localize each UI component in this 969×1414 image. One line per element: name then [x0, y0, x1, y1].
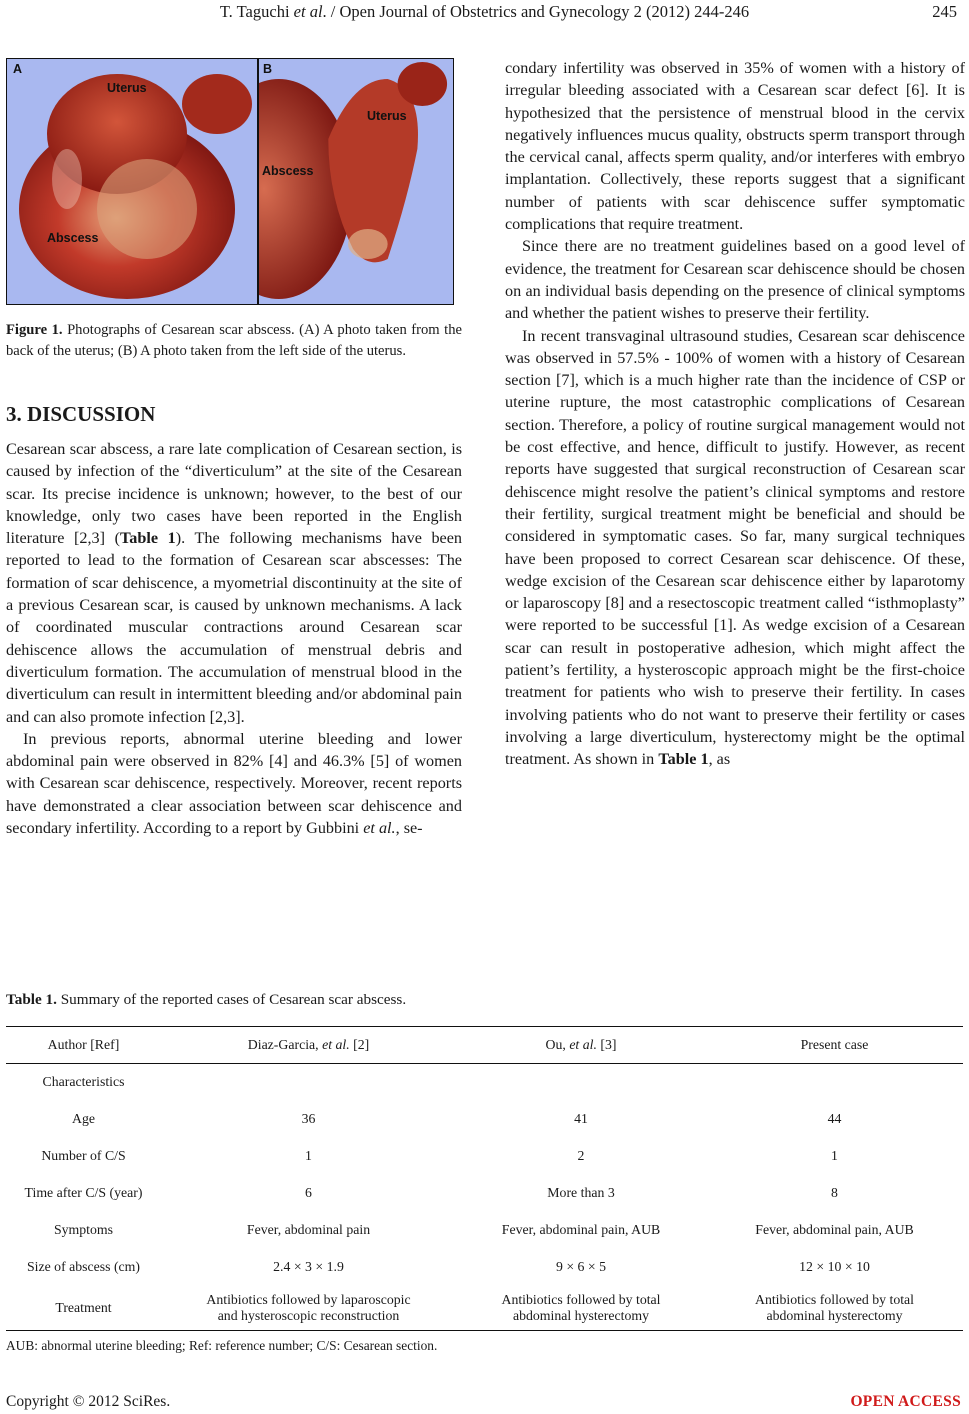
- table-header-rule: [6, 1063, 963, 1064]
- table-header-cell: Author [Ref]: [47, 1037, 120, 1052]
- table-caption: Table 1. Summary of the reported cases of Cesarean scar abscess.: [6, 991, 407, 1008]
- table-row: Age 36 41 44: [72, 1111, 842, 1126]
- panel-b-letter: B: [263, 62, 273, 76]
- table-row: Time after C/S (year) 6 More than 3 8: [24, 1185, 838, 1200]
- table-row: Symptoms Fever, abdominal pain Fever, abdominal pain, AUB Fever, abdominal pain, AUB: [53, 1222, 914, 1237]
- running-header: [0, 2, 969, 24]
- figure-panel-a: [7, 59, 259, 304]
- running-title: T. Taguchi et al. / Open Journal of Obstetrics and Gynecology 2 (2012) 244-246: [219, 2, 750, 21]
- panel-b-label-uterus: Uterus: [367, 109, 407, 123]
- uterus-photo-a: [7, 59, 257, 304]
- paragraph: In previous reports, abnormal uterine bleeding and lower abdominal pain were observed in 82% [4] and 46.3% [5] of women with Cesarean scar dehiscence, respectively. Moreover, recent reports have demonstrated a clear association between scar dehiscence and secondary infertility. According to a report by Gubbini et al., se-: [6, 729, 462, 838]
- table-row: Treatment Antibiotics followed by laparoscopic and hysteroscopic reconstruction Antibiotics followed by total abdominal hysterectomy Antibiotics followed by total abdominal hysterectomy: [55, 1292, 915, 1323]
- table-row: Number of C/S 1 2 1: [41, 1148, 838, 1163]
- paragraph: In recent transvaginal ultrasound studies, Cesarean scar dehiscence was observed in 57.5% - 100% of women with a history of Cesarean section [7], which is a much higher rate than the incidence of CSP or uterine rupture, the most catastrophic complications of Cesarean section. Therefore, a policy of routine surgical management would not be cost effective, and hence, difficult to justify. However, as recent reports have suggested that surgical reconstruction of Cesarean scar dehiscence might resolve the patient’s clinical symptoms and restore their fertility, surgical treatment might be beneficial and should be considered in symptomatic cases. So far, many surgical techniques have been proposed to correct Cesarean scar dehiscence. Of these, wedge excision of the Cesarean scar dehiscence either by laparotomy or laparoscopy [8] and a resectoscopic treatment called “isthmoplasty” were reported to be successful [1]. As wedge excision of a Cesarean scar can result in postoperative adhesion, which might affect the patient’s fertility, a hysteroscopic approach might be the first-choice treatment for patients who wish to preserve their fertility. In cases involving patients who do not want to preserve their fertility or cases involving a large diverticulum, hysterectomy might be the optimal treatment. As shown in Table 1, as: [505, 326, 965, 769]
- table-row: Size of abscess (cm) 2.4 × 3 × 1.9 9 × 6 × 5 12 × 10 × 10: [26, 1259, 870, 1274]
- table-header-cell: Ou, et al. [3]: [545, 1037, 617, 1052]
- table-header-cell: Diaz-Garcia, et al. [2]: [247, 1037, 370, 1052]
- copyright-notice: Copyright © 2012 SciRes.: [6, 1393, 171, 1410]
- open-access-badge: OPEN ACCESS: [850, 1393, 961, 1410]
- panel-a-label-uterus: Uterus: [107, 81, 147, 95]
- table-header-row: [6, 1035, 963, 1055]
- table-section-row: [6, 1072, 963, 1092]
- table-bottom-rule: [6, 1330, 963, 1331]
- figure-panel-b: [259, 59, 453, 304]
- panel-a-label-abscess: Abscess: [47, 231, 99, 245]
- panel-a-letter: A: [13, 62, 23, 76]
- table-top-rule: [6, 1026, 963, 1027]
- panel-b-label-abscess: Abscess: [262, 164, 314, 178]
- table-header-cell: Present case: [800, 1037, 869, 1052]
- table-footnote: AUB: abnormal uterine bleeding; Ref: reference number; C/S: Cesarean section.: [6, 1338, 438, 1353]
- paragraph: condary infertility was observed in 35% of women with a history of irregular bleeding associated with a Cesarean scar defect [6]. It is hypothesized that the persistence of menstrual blood in the cervix negatively influences mucus quality, obstructs sperm transport through the cervical canal, affects sperm quality, and/or interferes with embryo implantation. Collectively, these reports suggest that a significant number of patients with scar dehiscence suffer symptomatic complications that require treatment.: [505, 59, 965, 234]
- paragraph: Cesarean scar abscess, a rare late complication of Cesarean section, is caused by infection of the “diverticulum” at the site of the Cesarean scar. Its precise incidence is unknown; however, to the best of our knowledge, only two cases have been reported in the English literature [2,3] (Table 1). The following mechanisms have been reported to lead to the formation of Cesarean scar abscesses: The formation of scar dehiscence, a myometrial discontinuity at the site of a previous Cesarean scar, is caused by unknown mechanisms. A lack of coordinated muscular contractions around Cesarean scar dehiscence allows the accumulation of menstrual debris and diverticulum formation. The accumulation of menstrual blood in the diverticulum can result in intermittent bleeding and/or abdominal pain and can also promote infection [2,3].: [6, 440, 463, 726]
- left-column-text: [6, 438, 462, 839]
- paragraph: Since there are no treatment guidelines based on a good level of evidence, the treatment for Cesarean scar dehiscence should be chosen on an individual basis depending on the presence of clinical symptoms and whether the patient wishes to preserve their fertility.: [505, 237, 965, 323]
- page-number: 245: [932, 2, 957, 21]
- uterus-photo-b: [259, 59, 453, 304]
- right-column-text: [505, 57, 965, 771]
- section-heading: 3. DISCUSSION: [6, 402, 156, 426]
- table-section-label: Characteristics: [42, 1074, 125, 1089]
- figure-1: [6, 58, 454, 305]
- figure-caption: Figure 1. Photographs of Cesarean scar abscess. (A) A photo taken from the back of the uterus; (B) A photo taken from the left side of the uterus.: [6, 322, 462, 359]
